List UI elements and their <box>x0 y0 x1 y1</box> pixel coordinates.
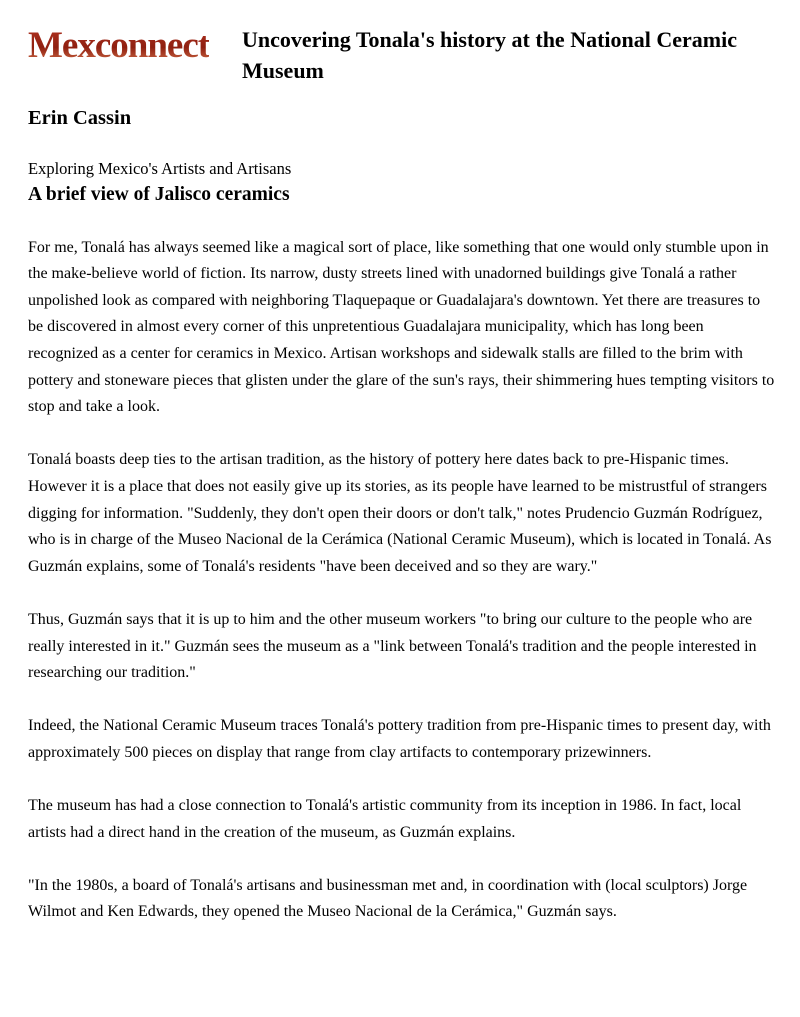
article-paragraph: For me, Tonalá has always seemed like a magical sort of place, like something that one would only stumble upon in the make-believe world of fiction. Its narrow, dusty streets lined with unadorned buildings give Tonalá a rather unpolished look as compared with neighboring Tlaquepaque or Guadalajara's downtown. Yet there are treasures to be discovered in almost every corner of this unpretentious Guadalajara municipality, which has long been recognized as a center for ceramics in Mexico. Artisan workshops and sidewalk stalls are filled to the brim with pottery and stoneware pieces that glisten under the glare of the sun's rays, their shimmering hues tempting visitors to stop and take a look. <box>28 238 775 416</box>
article-subtitle: A brief view of Jalisco ceramics <box>28 184 290 205</box>
article-paragraph: The museum has had a close connection to Tonalá's artistic community from its inception in 1986. In fact, local artists had a direct hand in the creation of the museum, as Guzmán explains. <box>28 797 742 841</box>
article-body <box>28 235 776 926</box>
logo-container <box>28 24 242 64</box>
article-paragraph: Indeed, the National Ceramic Museum traces Tonalá's pottery tradition from pre-Hispanic times to present day, with approximately 500 pieces on display that range from clay artifacts to contemporary prizewinners. <box>28 717 771 761</box>
article-title: Uncovering Tonala's history at the National Ceramic Museum <box>242 27 737 83</box>
article-paragraph: Thus, Guzmán says that it is up to him and the other museum workers "to bring our culture to the people who are really interested in it." Guzmán sees the museum as a "link between Tonalá's tradition and the people interested in researching our tradition." <box>28 610 757 682</box>
masthead <box>28 24 776 86</box>
mexconnect-logo[interactable]: Mexconnect <box>28 25 210 66</box>
article-paragraph: "In the 1980s, a board of Tonalá's artisans and businessman met and, in coordination with (local sculptors) Jorge Wilmot and Ken Edwards, they opened the Museo Nacional de la Cerámica," Guzmán says. <box>28 876 748 921</box>
article-paragraph: Tonalá boasts deep ties to the artisan tradition, as the history of pottery here dates back to pre-Hispanic times. However it is a place that does not easily give up its stories, as its people have learned to be mistrustful of strangers digging for information. "Suddenly, they don't open their doors or don't talk," notes Prudencio Guzmán Rodríguez, who is in charge of the Museo Nacional de la Cerámica (National Ceramic Museum), which is located in Tonalá. As Guzmán explains, some of Tonalá's residents "have been deceived and so they are wary." <box>28 451 772 575</box>
article-series-label: Exploring Mexico's Artists and Artisans <box>28 159 292 178</box>
article-author: Erin Cassin <box>28 107 132 129</box>
